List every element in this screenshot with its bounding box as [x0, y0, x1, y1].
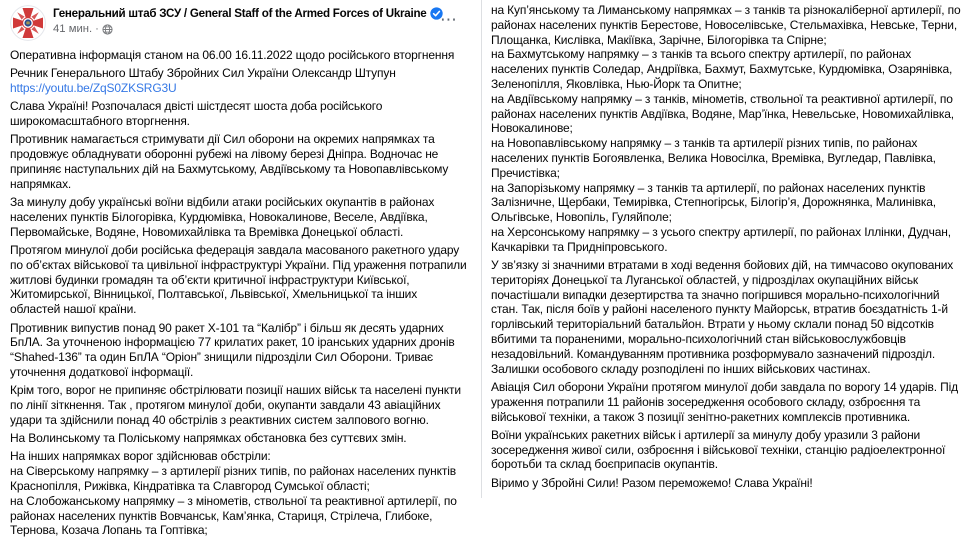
timestamp-row [53, 23, 443, 35]
paragraph: Противник випустив понад 90 ракет Х-101 та “Калібр” і більш як десять ударних БпЛА. За уточненою інформацією 77 крилатих ракет, 10 іранських ударних дронів “Shahed-136” та один БпЛА “Оріон” знищили підрозділи Сил Оборони. Триває уточнення додаткової інформації. [10, 320, 455, 379]
list-intro: На інших напрямках ворог здійснював обстріли: [10, 449, 271, 464]
post-body-right [491, 3, 966, 491]
paragraph: Воїни українських ракетних військ і артилерії за минулу добу уразили 3 райони зосередження живої сили, озброєння і військової техніки, станцію радіоелектронної боротьби та склад боєприпасів окупантів. [491, 427, 946, 472]
timestamp-separator: · [95, 23, 99, 35]
paragraph: Протягом минулої доби російська федерація завдала масованого ракетного удару по об’єктах військової та цивільної інфраструктурі України. Під ураження потрапили житлові будинки громадян та об’єкти критичної інфраструктури Київської, Житомирської, Вінницької, Полтавської, Львівської, Хмельницької та інших областей нашої країни. [10, 243, 467, 317]
avatar[interactable] [10, 5, 46, 41]
paragraph-shelling-list [10, 449, 470, 538]
more-options-button[interactable]: ⋯ [440, 10, 458, 29]
timestamp[interactable]: 41 мин. [53, 23, 93, 35]
header-meta [53, 5, 443, 35]
paragraph: У зв’язку зі значними втратами в ході ведення бойових дій, на тимчасово окупованих територіях Донецької та Луганської областей, у підрозділах окупаційних військ почастішали випадки дезертирства та значно погіршився морально-психологічний стан. Так, після боїв у районі населеного пункту Майорськ, втратив боєздатність 1-й горлівський територіальний батальйон. Втрати у ньому склали понад 50 відсотків вбитими та пораненими, морально-психологічний стан військовослужбовців незадовільний. Командуванням противника розформувало зазначений підрозділ. Залишки особового складу розподілені по інших військових частинах. [491, 258, 954, 376]
paragraph-line: Речник Генерального Штабу Збройних Сил України Олександр Штупун [10, 66, 396, 81]
post-column-right [481, 0, 972, 498]
author-name[interactable]: Генеральний штаб ЗСУ / General Staff of the Armed Forces of Ukraine [53, 7, 427, 20]
paragraph: Оперативна інформація станом на 06.00 16.11.2022 щодо російського вторгнення [10, 48, 455, 62]
paragraph: Крім того, ворог не припиняє обстрілювати позиції наших військ та населені пункти по лінії зіткнення. Так , протягом минулої доби, окупанти завдали 43 авіаційних удари та здійснили понад 40 обстрілів з реактивних систем залпового вогню. [10, 383, 461, 427]
list-item: на Авдіївському напрямку – з танків, мінометів, ствольної та реактивної артилерії, по районах населених пунктів Авдіївка, Водяне, Мар’їнка, Невельське, Новомихайлівка, Новокалинове; [491, 91, 954, 136]
post-header [10, 5, 470, 41]
youtube-link[interactable]: https://youtu.be/ZqS0ZKSRG3U [10, 81, 177, 96]
list-item: на Новопавлівському напрямку – з танків та артилерії різних типів, по районах населених пунктів Богоявленка, Велика Новосілка, Времівка, Вугледар, Павлівка, Пречистівка; [491, 136, 936, 180]
list-item: на Сіверському напрямку – з артилерії різних типів, по районах населених пунктів Краснопілля, Рижівка, Кіндратівка та Славгород Сумської області; [10, 464, 456, 494]
paragraph: На Волинському та Поліському напрямках обстановка без суттєвих змін. [10, 431, 407, 446]
list-item: на Запорізькому напрямку – з танків та артилерії, по районах населених пунктів Залізничне, Щербаки, Темирівка, Степногірськ, Білогір’я, Дорожнянка, Малинівка, Ольгівське, Новопіль, Гуляйполе; [491, 180, 936, 225]
paragraph: За минулу добу українські воїни відбили атаки російських окупантів в районах населених пунктів Білогорівка, Курдюмівка, Новокалинове, Веселе, Авдіївка, Первомайське, Водяне, Новомихайлівка та Времівка Донецької області. [10, 195, 435, 239]
post-body-left [10, 48, 470, 538]
list-item: на Бахмутському напрямку – з танків та всього спектру артилерії, по районах населених пунктів Соледар, Андріївка, Бахмут, Бахмутське, Курдюмівка, Озарянівка, Зеленопілля, Яковлівка, Нью-Йорк та Опитне; [491, 47, 953, 91]
paragraph: Авіація Сил оборони України протягом минулої доби завдала по ворогу 14 ударів. Під ураження потрапили 11 районів зосередження особового складу, озброєння та військової техніки, а також 3 позиції зенітно-ракетних комплексів противника. [491, 379, 958, 424]
paragraph [10, 66, 470, 96]
list-item: на Слобожанському напрямку – з мінометів, ствольної та реактивної артилерії, по районах населених пунктів Вовчанськ, Кам’янка, Стариця, Стрілеча, Глибоке, Тернова, Козача Лопань та Гоптівка; [10, 493, 457, 538]
paragraph: Слава Україні! Розпочалася двісті шістдесят шоста доба російського широкомасштабного вторгнення. [10, 99, 383, 129]
paragraph: Віримо у Збройні Сили! Разом переможемо! Слава Україні! [491, 475, 813, 490]
paragraph: Противник намагається стримувати дії Сил оборони на окремих напрямках та продовжує обладнувати оборонні рубежі на лівому березі Дніпра. Водночас не припиняє наступальних дій на Бахмутському, Авдіївському та Новопавлівському напрямках. [10, 132, 449, 191]
globe-icon [102, 24, 113, 35]
post-column-left [0, 0, 480, 538]
paragraph-shelling-list-continued [491, 3, 966, 255]
list-item: на Херсонському напрямку – з усього спектру артилерії, по районах Іллінки, Дудчан, Качкарівки та Придніпровського. [491, 224, 951, 254]
list-item: на Куп’янському та Лиманському напрямках – з танків та різнокаліберної артилерії, по районах населених пунктів Берестове, Новоселівське, Стельмахівка, Невське, Терни, Площанка, Кислівка, Макіївка, Зарічне, Білогорівка та Спірне; [491, 3, 961, 47]
